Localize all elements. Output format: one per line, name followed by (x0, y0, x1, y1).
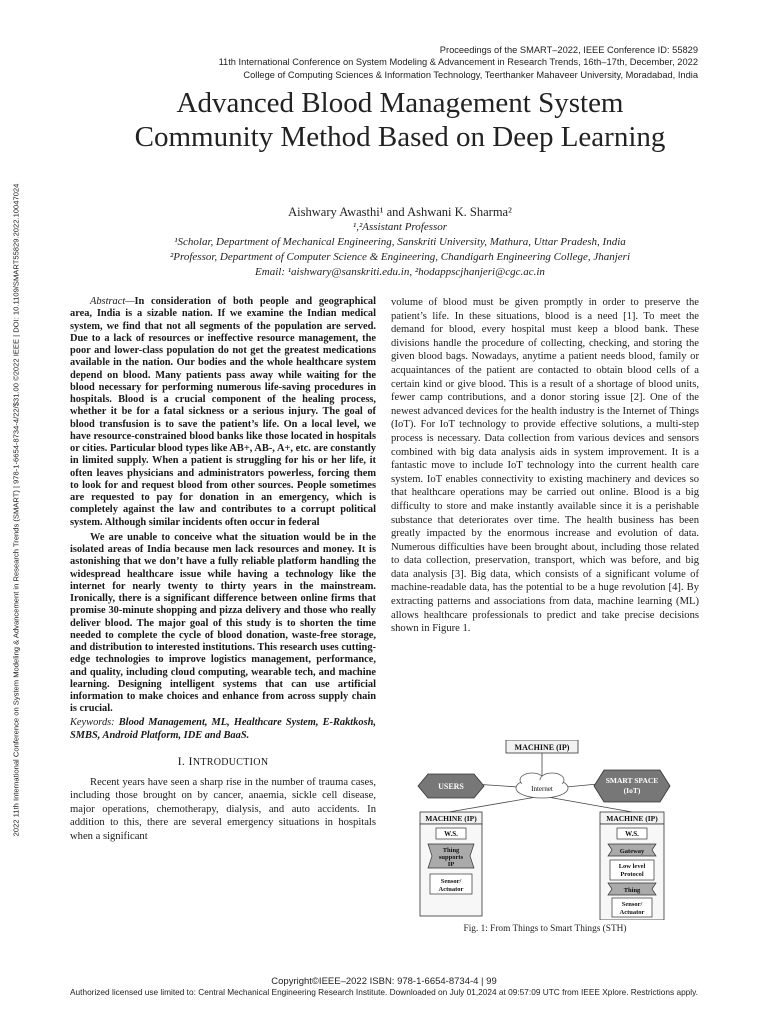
left-sensor-label-2: Actuator (438, 886, 464, 893)
footer-license: Authorized licensed use limited to: Central Mechanical Engineering Research Institute. Downloaded on July 01,2024 at 09:57:09 UTC from IEEE Xplore. Restrictions apply. (70, 987, 698, 997)
header-line-2: 11th International Conference on System Modeling & Advancement in Research Trends, 16th–17th, December, 2022 (218, 57, 698, 68)
section-number: I. I (177, 753, 193, 768)
left-sensor-label-1: Sensor/ (440, 878, 462, 885)
page-footer (0, 976, 768, 998)
keywords (70, 716, 376, 742)
smart-space-sub: (IoT) (623, 786, 641, 795)
author-role: ¹,²Assistant Professor (352, 221, 448, 233)
introduction-paragraph-continued: volume of blood must be given promptly in order to preserve the patient’s life. In these situations, blood is a need [1]. To meet the demand for blood, every hospital must keep a blood bank. These divisions handle the procedure of collecting, checking, and storing the given blood bags. Nowadays, anytime a patient needs blood, family or acquaintances of the patient are contacted to obtain blood cells of a certain kind or give blood. This is a result of a shortage of blood units, fewer camp contributions, and a donor storing issue [2]. One of the newest advanced devices for the health industry is the Internet of Things (IoT). For IoT technology to provide effective solutions, a multi-step process is necessary. Data collection from various devices and sensors combined with big data analysis aids in system improvement. It is a fantastic move to include IoT technology into the current health care system. IoT enables connectivity to existing machinery and devices so that healthcare operations may be carried out online. Blood is a big difficulty to store and make instantly available since it is a perishable substance that deteriorates over time. The health business has been greatly impacted by the enormous increase and evolution of data. Numerous difficulties have been brought about, including those related to data collection, preservation, transport, which was before, and big data analysis [3]. Big data, which consists of a significant volume of machine-readable data, has the potential to be a huge revolution [4]. By extracting patterns and associations from data, machine learning (ML) allows healthcare professionals to predict and take precise decisions shown in Figure 1. (391, 297, 699, 635)
introduction-paragraph-1: Recent years have seen a sharp rise in the number of trauma cases, including those brought on by cancer, anaemia, sickle cell disease, major operations, chemotherapy, dialysis, and auto accidents. In addition to this, there are several emergency situations in hospitals when a significant (70, 776, 376, 842)
right-column (391, 296, 699, 636)
figure-1-diagram (414, 740, 674, 920)
section-title: NTRODUCTION (192, 756, 269, 768)
header-line-3: College of Computing Sciences & Information Technology, Teerthanker Mahaveer University, Moradabad, India (243, 69, 698, 80)
doi-side-text: 2022 11th International Conference on System Modeling & Advancement in Research Trends (SMART) | 978-1-6654-8734-4/22/$31.00 ©2022 IEEE | DOI: 10.1109/SMART55829.2022.10047024 (11, 183, 21, 837)
link-smart (566, 784, 598, 787)
paper-title (60, 86, 740, 154)
abstract-text-1: In consideration of both people and geographical area, India is a sizable nation. If we examine the Indian medical system, we find that not all segments of the population are served. Due to a lack of resources or ineffective resource management, the poor and lower-class population do not get the greatest medications available in the nation. Our bodies and the whole healthcare system depend on blood. Many patients pass away while waiting for the blood necessary for performing numerous life-saving procedures in hospitals. Blood is a crucial component of the healing process, whether it be for a fatal sickness or a serious injury. The goal of blood transfusion is to save the patient’s life. On a local level, we have resource-constrained blood banks like those located in hospitals or cities. Particular blood types like AB+, AB-, A+, etc. are constantly in limited supply. When a patient is struggling for his or her life, it often leaves physicians and administrators powerless, forcing them to look for and request blood from other sources. People sometimes are requested to pay for donation in an emergency, which is completely against the law and contributes to a corrupt political system. Although similar incidents often occur in federal (70, 296, 376, 528)
keywords-lead: Keywords: (70, 716, 115, 728)
author-email: Email: ¹aishwary@sanskriti.edu.in, ²hodappscjhanjeri@cgc.ac.in (255, 266, 545, 278)
conference-header (219, 44, 698, 81)
link-left (449, 796, 542, 812)
header-line-1: Proceedings of the SMART–2022, IEEE Conference ID: 55829 (439, 45, 698, 55)
right-machine-label: MACHINE (IP) (606, 814, 658, 823)
left-ws-label: W.S. (444, 830, 458, 838)
affiliation-1: ¹Scholar, Department of Mechanical Engineering, Sanskriti University, Mathura, Uttar Pradesh, India (174, 236, 626, 248)
right-sensor-label-2: Actuator (619, 909, 645, 916)
author-names: Aishwary Awasthi¹ and Ashwani K. Sharma² (288, 205, 512, 219)
doi-side-strip (6, 60, 26, 960)
keywords-text: Blood Management, ML, Healthcare System, E-Raktkosh, SMBS, Android Platform, IDE and BaaS. (70, 716, 376, 741)
left-column (70, 296, 376, 843)
author-block (60, 204, 740, 280)
footer-copyright: Copyright©IEEE–2022 ISBN: 978-1-6654-8734-4 | 99 (271, 976, 497, 987)
right-thing-label: Thing (623, 887, 641, 894)
abstract-paragraph-2: We are unable to conceive what the situation would be in the isolated areas of India because men lack resources and money. It is astonishing that we don’t have a fully reliable platform handling the widespread healthcare issue while having a technology like the internet for nearly twenty to thirty years in the mainstream. Ironically, there is a significant difference between online firms that promise 30-minute shopping and pizza delivery and those who really deliver blood. The major goal of this study is to shorten the time needed to complete the cycle of blood donation, waste-free storage, and distribution to interested institutions. This research uses cutting-edge technologies to improve logistics management, performance, and quality, including cloud computing, wearable tech, and machine learning. Designing intelligent systems that can use artificial information to make choices and enhance from across supply chain is crucial. (70, 531, 376, 715)
left-thing-label-3: IP (447, 861, 455, 868)
title-line-1: Advanced Blood Management System (176, 87, 624, 119)
right-sensor-label-1: Sensor/ (621, 901, 643, 908)
left-machine-label: MACHINE (IP) (425, 814, 477, 823)
section-heading-introduction (70, 754, 376, 770)
right-ws-label: W.S. (625, 830, 639, 838)
lowlevel-label-1: Low level (618, 863, 646, 870)
lowlevel-label-2: Protocol (620, 871, 644, 878)
figure-1-caption: Fig. 1: From Things to Smart Things (STH) (463, 924, 627, 934)
affiliation-2: ²Professor, Department of Computer Science & Engineering, Chandigarh Engineering College, Jhanjeri (169, 251, 631, 263)
left-thing-label-1: Thing (442, 847, 460, 854)
abstract-lead: Abstract— (90, 296, 135, 307)
users-label: USERS (438, 782, 464, 791)
title-line-2: Community Method Based on Deep Learning (134, 121, 666, 153)
smart-space-label: SMART SPACE (605, 776, 659, 785)
top-machine-label: MACHINE (IP) (514, 743, 570, 752)
internet-label: Internet (531, 785, 553, 793)
gateway-label: Gateway (619, 848, 645, 855)
abstract-paragraph-1 (70, 296, 376, 529)
left-thing-label-2: supports (438, 854, 464, 861)
